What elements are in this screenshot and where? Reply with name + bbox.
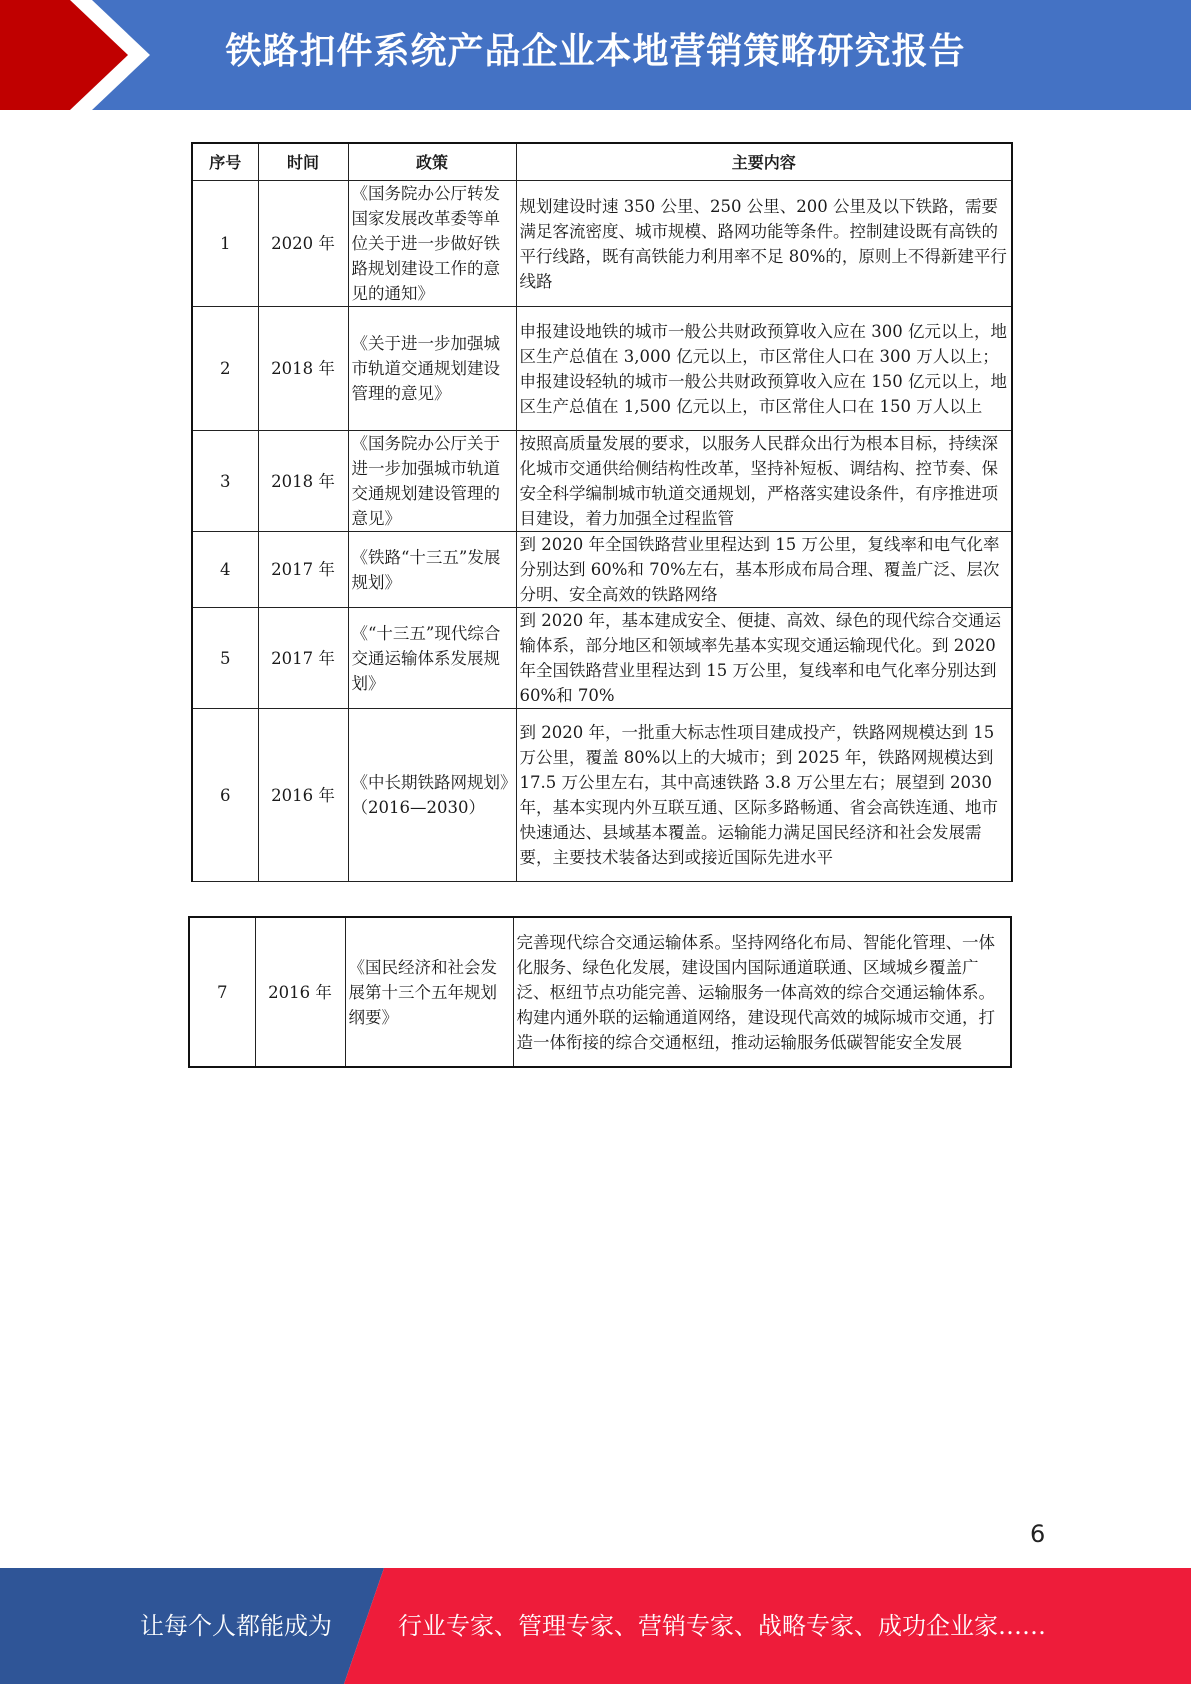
row-content: 按照高质量发展的要求，以服务人民群众出行为根本目标，持续深化城市交通供给侧结构性改革，坚持补短板、调结构、控节奏、保安全科学编制城市轨道交通规划，严格落实建设条件，有序推进项目建设，着力加强全过程监管 [516,431,1012,532]
table-row [192,307,1012,431]
row-index: 7 [189,917,255,1067]
row-policy: 《中长期铁路网规划》（2016—2030） [348,709,516,882]
row-year: 2020 年 [258,181,348,307]
row-policy: 《“十三五”现代综合交通运输体系发展规划》 [348,608,516,709]
footer-slogan-right: 行业专家、管理专家、营销专家、战略专家、成功企业家…… [398,1612,1046,1640]
row-content: 到 2020 年全国铁路营业里程达到 15 万公里，复线率和电气化率分别达到 60%和 70%左右，基本形成布局合理、覆盖广泛、层次分明、安全高效的铁路网络 [516,532,1012,608]
row-content: 到 2020 年，基本建成安全、便捷、高效、绿色的现代综合交通运输体系，部分地区和领域率先基本实现交通运输现代化。到 2020 年全国铁路营业里程达到 15 万公里，复线率和电气化率分别达到 60%和 70% [516,608,1012,709]
report-title: 铁路扣件系统产品企业本地营销策略研究报告 [225,31,966,72]
row-index: 4 [192,532,258,608]
row-year: 2017 年 [258,532,348,608]
row-index: 5 [192,608,258,709]
table-row [192,532,1012,608]
table-row [192,709,1012,882]
row-content: 完善现代综合交通运输体系。坚持网络化布局、智能化管理、一体化服务、绿色化发展，建设国内国际通道联通、区域城乡覆盖广泛、枢纽节点功能完善、运输服务一体高效的综合交通运输体系。构建内通外联的运输通道网络，建设现代高效的城际城市交通，打造一体衔接的综合交通枢纽，推动运输服务低碳智能安全发展 [513,917,1011,1067]
row-index: 1 [192,181,258,307]
row-policy: 《国民经济和社会发展第十三个五年规划纲要》 [345,917,513,1067]
header-index: 序号 [192,143,258,181]
row-content: 申报建设地铁的城市一般公共财政预算收入应在 300 亿元以上，地区生产总值在 3,000 亿元以上，市区常住人口在 300 万人以上；申报建设轻轨的城市一般公共财政预算收入应在 150 亿元以上，地区生产总值在 1,500 亿元以上，市区常住人口在 150 万人以上 [516,307,1012,431]
table-row [189,917,1011,1067]
row-policy: 《国务院办公厅关于进一步加强城市轨道交通规划建设管理的意见》 [348,431,516,532]
table-header-row [192,143,1012,181]
row-content: 规划建设时速 350 公里、250 公里、200 公里及以下铁路，需要满足客流密度、城市规模、路网功能等条件。控制建设既有高铁的平行线路，既有高铁能力利用率不足 80%的，原则上不得新建平行线路 [516,181,1012,307]
table-row [192,181,1012,307]
page-number: 6 [1030,1520,1046,1548]
page-header [0,0,1191,110]
page-footer [0,1568,1191,1684]
row-policy: 《铁路“十三五”发展规划》 [348,532,516,608]
row-year: 2018 年 [258,431,348,532]
row-year: 2016 年 [255,917,345,1067]
row-index: 6 [192,709,258,882]
policy-table [191,142,1013,882]
header-time: 时间 [258,143,348,181]
row-year: 2018 年 [258,307,348,431]
row-policy: 《国务院办公厅转发国家发展改革委等单位关于进一步做好铁路规划建设工作的意见的通知》 [348,181,516,307]
header-policy: 政策 [348,143,516,181]
table-row [192,608,1012,709]
header-content: 主要内容 [516,143,1012,181]
table-row [192,431,1012,532]
row-index: 3 [192,431,258,532]
row-year: 2016 年 [258,709,348,882]
row-policy: 《关于进一步加强城市轨道交通规划建设管理的意见》 [348,307,516,431]
row-year: 2017 年 [258,608,348,709]
row-index: 2 [192,307,258,431]
policy-table-continued [188,916,1012,1068]
footer-slogan-left: 让每个人都能成为 [140,1612,332,1640]
row-content: 到 2020 年，一批重大标志性项目建成投产，铁路网规模达到 15 万公里，覆盖 80%以上的大城市；到 2025 年，铁路网规模达到 17.5 万公里左右，其中高速铁路 3.8 万公里左右；展望到 2030 年，基本实现内外互联互通、区际多路畅通、省会高铁连通、地市快速通达、县域基本覆盖。运输能力满足国民经济和社会发展需要，主要技术装备达到或接近国际先进水平 [516,709,1012,882]
